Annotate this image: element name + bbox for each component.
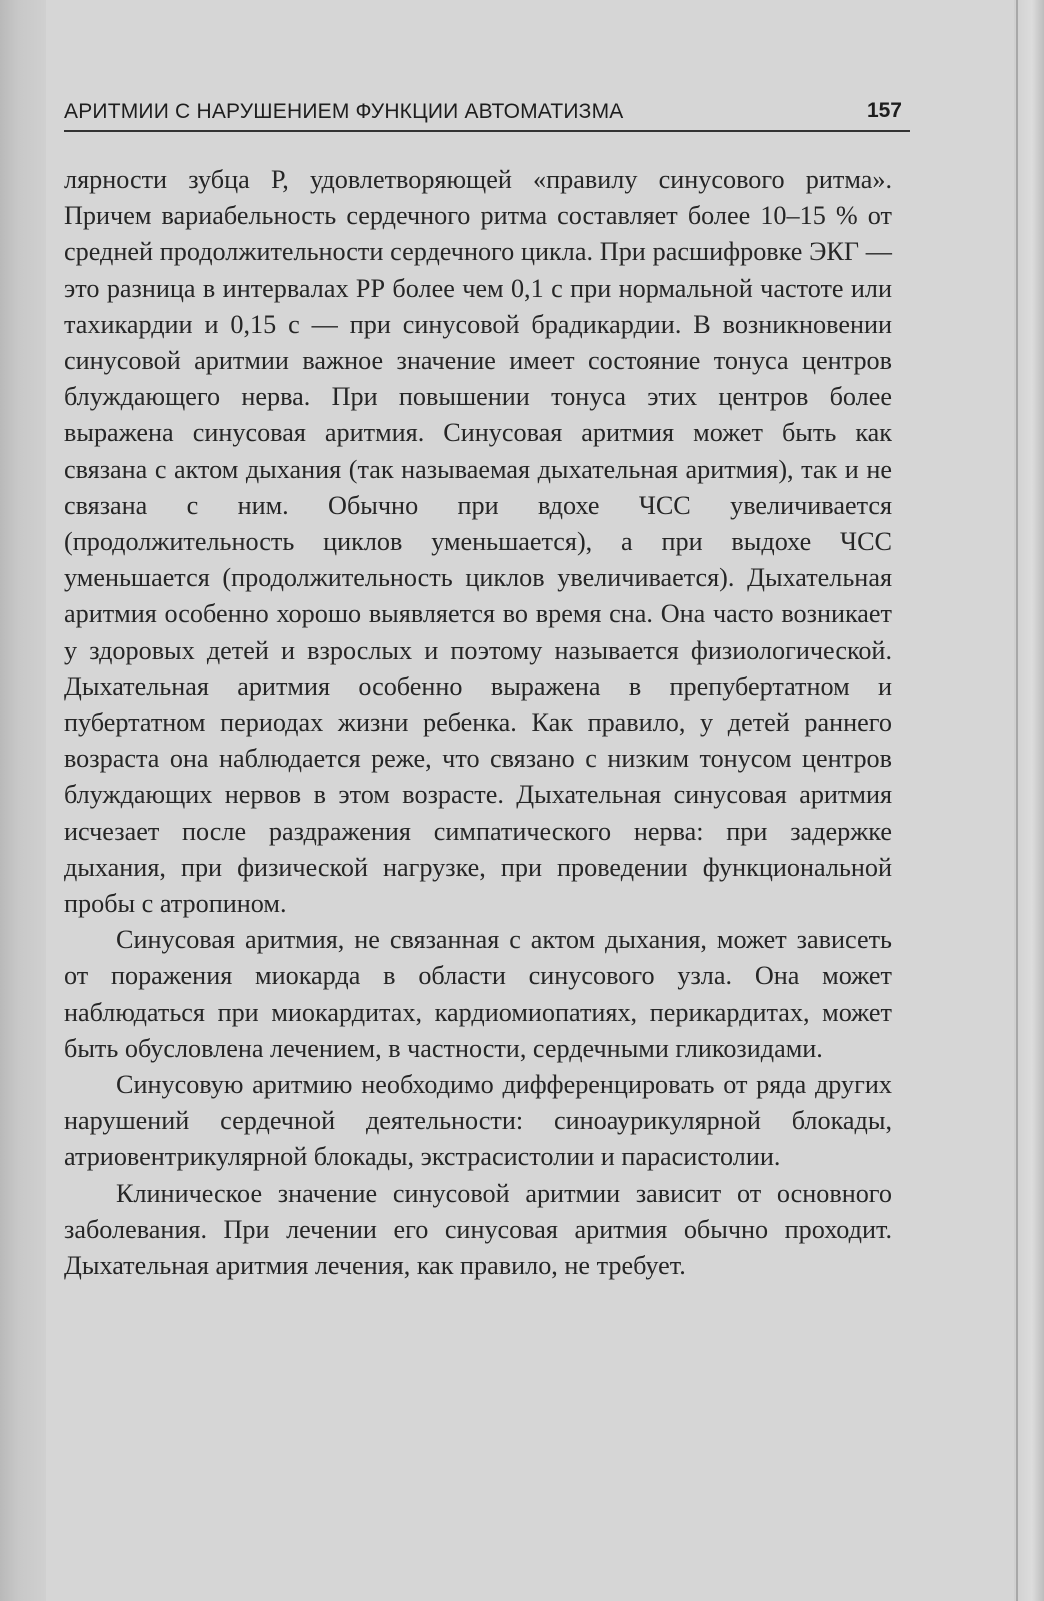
- running-header: [64, 96, 910, 132]
- scan-shadow-left: [0, 0, 46, 1601]
- paragraph: Синусовая аритмия, не связанная с актом дыхания, может зависеть от поражения миокарда в области синусового узла. Она может наблюдаться при миокардитах, кардиомиопатиях, перикардитах, может быть обусловлена лечением, в частности, сердечными гликозидами.: [64, 925, 892, 1063]
- page-edge-line: [1016, 0, 1018, 1601]
- scan-shadow-right: [1014, 0, 1044, 1601]
- running-title: АРИТМИИ С НАРУШЕНИЕМ ФУНКЦИИ АВТОМАТИЗМА: [64, 100, 624, 123]
- paragraph: Клиническое значение синусовой аритмии зависит от основного заболевания. При лечении его синусовая аритмия обычно проходит. Дыхательная аритмия лечения, как правило, не требует.: [64, 1178, 892, 1281]
- page-number: 157: [866, 99, 902, 122]
- body-text: [64, 162, 892, 1284]
- paragraph-continuation: лярности зубца Р, удовлетворяющей «правилу синусового ритма». Причем вариабельность сердечного ритма составляет более 10–15 % от средней продолжительности сердечного цикла. При расшифровке ЭКГ — это разница в интервалах РР более чем 0,1 с при нормальной частоте или тахикардии и 0,15 с — при синусовой брадикардии. В возникновении синусовой аритмии важное значение имеет состояние тонуса центров блуждающего нерва. При повышении тонуса этих центров более выражена синусовая аритмия. Синусовая аритмия может быть как связана с актом дыхания (так называемая дыхательная аритмия), так и не связана с ним. Обычно при вдохе ЧСС увеличивается (продолжительность циклов уменьшается), а при выдохе ЧСС уменьшается (продолжительность циклов увеличивается). Дыхательная аритмия особенно хорошо выявляется во время сна. Она часто возникает у здоровых детей и взрослых и поэтому называется физиологической. Дыхательная аритмия особенно выражена в препубертатном и пубертатном периодах жизни ребенка. Как правило, у детей раннего возраста она наблюдается реже, что связано с низким тонусом центров блуждающих нервов в этом возрасте. Дыхательная синусовая аритмия исчезает после раздражения симпатического нерва: при задержке дыхания, при физической нагрузке, при проведении функциональной пробы с атропином.: [64, 165, 892, 919]
- paragraph: Синусовую аритмию необходимо дифференцировать от ряда других нарушений сердечной деятельности: синоаурикулярной блокады, атриовентрикулярной блокады, экстрасистолии и парасистолии.: [64, 1070, 892, 1172]
